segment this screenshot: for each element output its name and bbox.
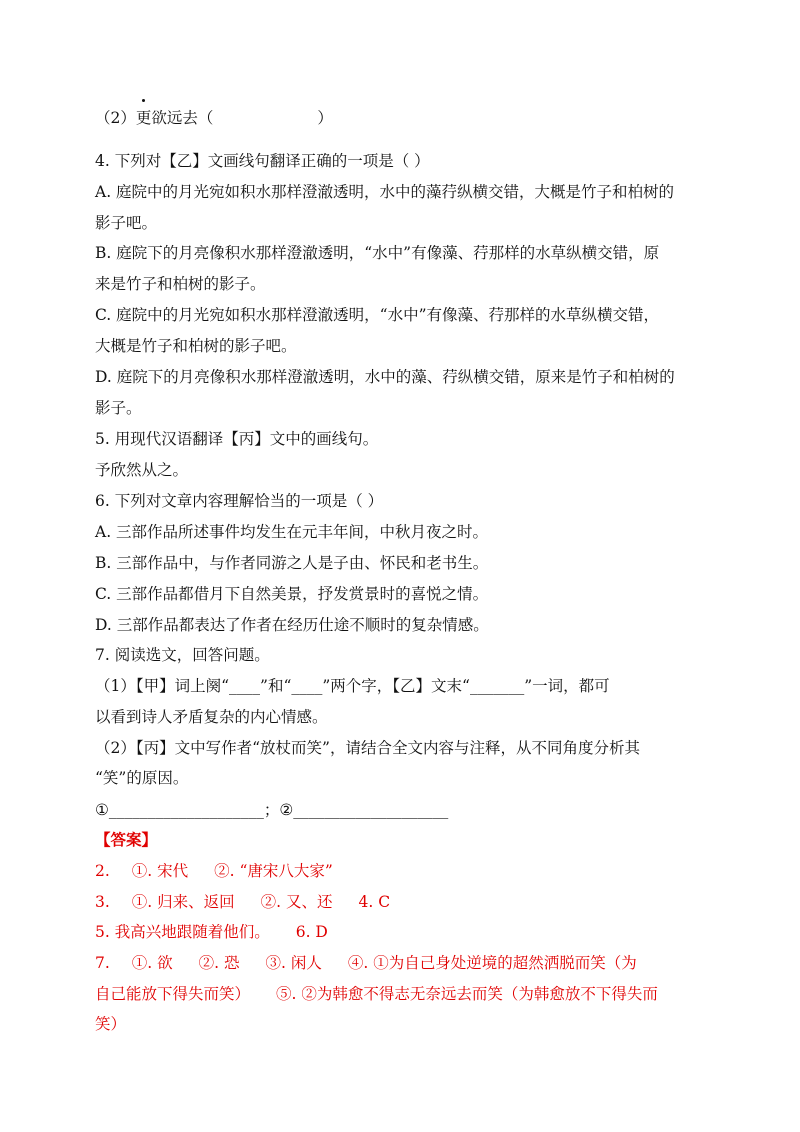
q7-answer-blanks: ①____________________；②____________________	[95, 801, 449, 819]
q7-part1-line1: （1）【甲】词上阕“____”和“____”两个字，【乙】文末“_______”一词，都可	[95, 677, 610, 695]
answer-7-number: 7.	[95, 954, 110, 972]
answer-3-part2: ②. 又、还	[260, 893, 333, 911]
q4-option-d-line2: 影子。	[95, 399, 142, 417]
q4-option-b-line1: B. 庭院下的月亮像积水那样澄澈透明，“水中”有像藻、荇那样的水草纵横交错，原	[95, 244, 660, 262]
answer-3-number: 3.	[95, 893, 110, 911]
answer-2-number: 2.	[95, 862, 110, 880]
answer-2-part1: ①. 宋代	[131, 862, 189, 880]
answer-2	[95, 861, 715, 881]
q3-item-2-close: ）	[317, 109, 333, 127]
q4-stem: 4. 下列对【乙】文画线句翻译正确的一项是（ ）	[95, 152, 430, 170]
q3-item-2	[95, 108, 715, 128]
answer-5: 5. 我高兴地跟随着他们。	[95, 923, 270, 941]
q4-option-c-line2: 大概是竹子和柏树的影子吧。	[95, 337, 297, 355]
q6-option-b: B. 三部作品中，与作者同游之人是子由、怀民和老书生。	[95, 554, 489, 572]
answer-5-6	[95, 922, 715, 942]
q4-option-a-line2: 影子吧。	[95, 214, 158, 232]
answer-7-line1	[95, 953, 715, 973]
q4-option-d-line1: D. 庭院下的月亮像积水那样澄澈透明，水中的藻、荇纵横交错，原来是竹子和柏树的	[95, 368, 675, 386]
answer-7-part4: ④. ①为自己身处逆境的超然洒脱而笑（为	[347, 954, 637, 972]
answer-7-line3: 笑）	[95, 1015, 127, 1033]
answer-3-4	[95, 892, 715, 912]
answer-7-part3: ③. 闲人	[265, 954, 322, 972]
answer-7-line2-a: 自己能放下得失而笑）	[95, 985, 251, 1003]
q6-option-d: D. 三部作品都表达了作者在经历仕途不顺时的复杂情感。	[95, 616, 489, 634]
q4-option-c-line1: C. 庭院中的月光宛如积水那样澄澈透明，“水中”有像藻、荇那样的水草纵横交错，	[95, 306, 660, 324]
answer-7-part1: ①. 欲	[131, 954, 173, 972]
answer-heading: 【答案】	[95, 830, 158, 849]
q4-option-b-line2: 来是竹子和柏树的影子。	[95, 275, 266, 293]
q6-option-c: C. 三部作品都借月下自然美景，抒发赏景时的喜悦之情。	[95, 585, 489, 603]
answer-3-part1: ①. 归来、返回	[131, 893, 235, 911]
q3-item-2-prefix: （2）	[95, 109, 136, 127]
q5-stem: 5. 用现代汉语翻译【丙】文中的画线句。	[95, 430, 379, 448]
q7-part2-line1: （2）【丙】文中写作者“放杖而笑”，请结合全文内容与注释，从不同角度分析其	[95, 739, 640, 757]
answer-7-part2: ②. 恐	[198, 954, 240, 972]
q5-sentence: 予欣然从之。	[95, 461, 189, 479]
q7-part2-line2: “笑”的原因。	[95, 769, 189, 787]
q3-item-2-text: 欲远去（	[151, 109, 214, 127]
answer-7-part5: ⑤. ②为韩愈不得志无奈远去而笑（为韩愈放不下得失而	[276, 985, 658, 1003]
q4-option-a-line1: A. 庭院中的月光宛如积水那样澄澈透明，水中的藻荇纵横交错，大概是竹子和柏树的	[95, 183, 675, 201]
q7-part1-line2: 以看到诗人矛盾复杂的内心情感。	[95, 708, 328, 726]
q6-option-a: A. 三部作品所述事件均发生在元丰年间，中秋月夜之时。	[95, 523, 489, 541]
answer-4: 4. C	[358, 893, 391, 911]
answer-2-part2: ②. “唐宋八大家”	[214, 862, 333, 880]
q7-stem: 7. 阅读选文，回答问题。	[95, 646, 270, 664]
answer-7-line2	[95, 984, 715, 1004]
answer-6: 6. D	[295, 923, 328, 941]
q6-stem: 6. 下列对文章内容理解恰当的一项是（ ）	[95, 492, 384, 510]
emphasis-dot-char: 更	[135, 109, 152, 127]
